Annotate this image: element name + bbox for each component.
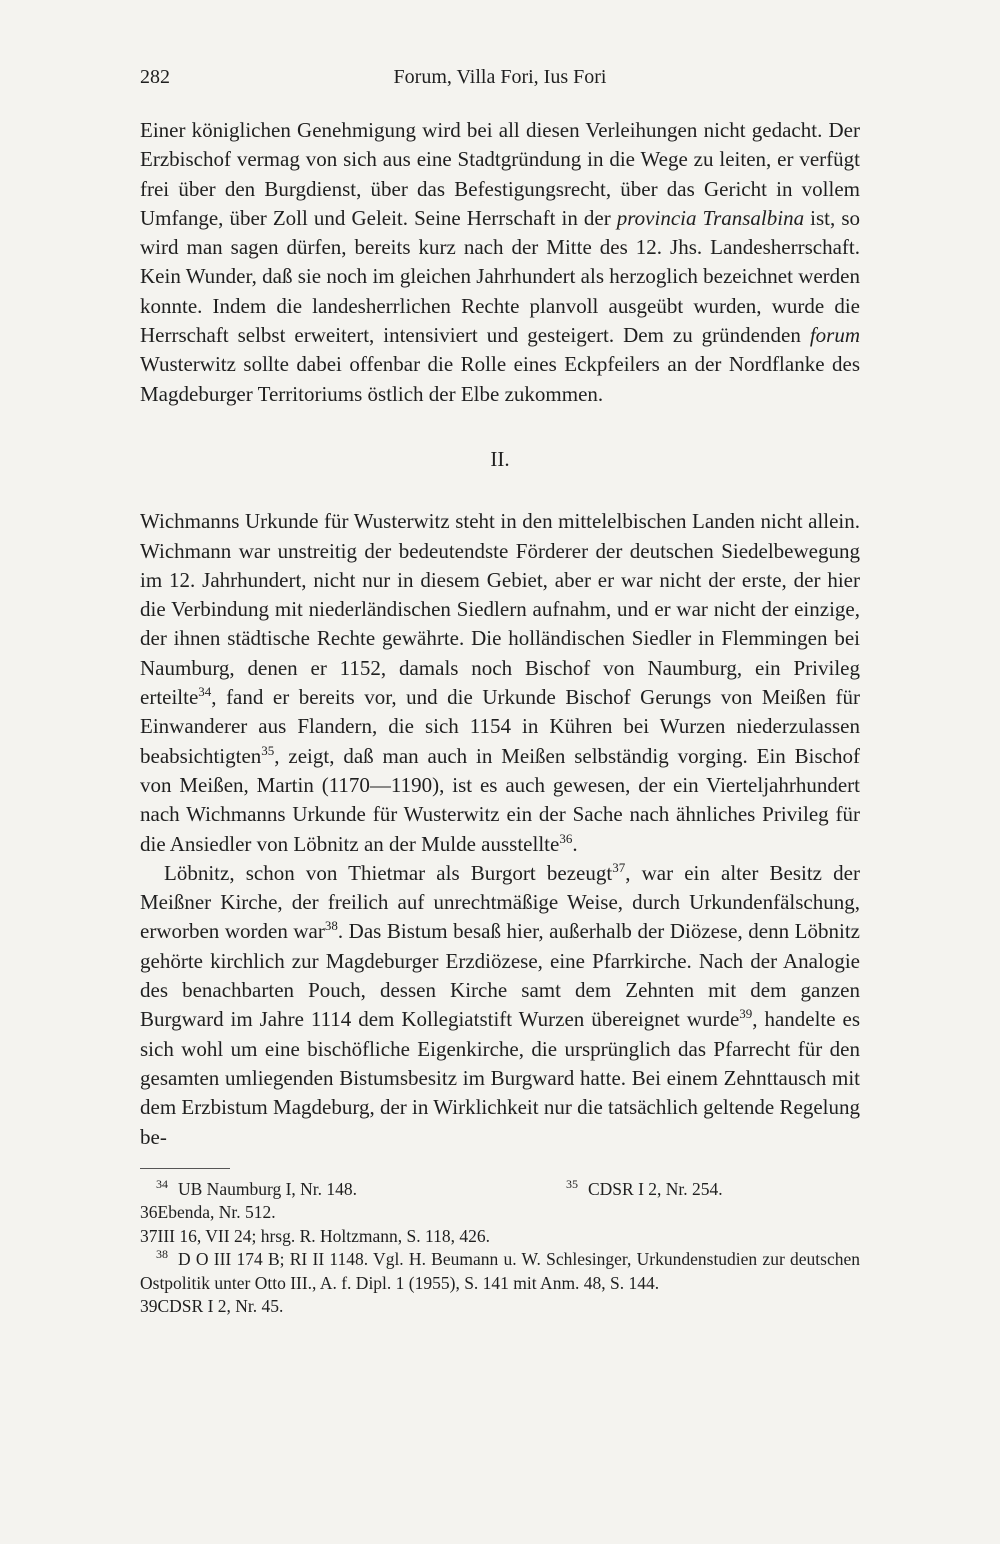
footnote-number: 36 (140, 1202, 158, 1223)
footnote-number: 39 (140, 1295, 158, 1316)
footnotes (140, 1178, 860, 1318)
body-text (140, 116, 860, 1152)
paragraph-2-text-c: , zeigt, daß man auch in Meißen selbständig vorging. Ein Bischof von Meißen, Martin (1170—1190), ist es auch gewesen, der ein Vierteljahrhundert nach Wichmanns Urkunde für Wusterwitz ein der Sache nach ähnliches Privileg für die Ansiedler von Löbnitz an der Mulde ausstellte (140, 743, 860, 856)
footnote-38: 38 D O III 174 B; RI II 1148. Vgl. H. Beumann u. W. Schlesinger, Urkundenstudien zur deutschen Ostpolitik unter Otto III., A. f. Dipl. 1 (1955), S. 141 mit Anm. 48, S. 144. (140, 1247, 860, 1293)
paragraph-3-text-b: , war ein alter Besitz der Meißner Kirche, der freilich auf unrechtmäßige Weise, durch Urkundenfälschung, erworben worden war (140, 860, 860, 944)
running-title: Forum, Villa Fori, Ius Fori (393, 66, 607, 88)
footnote-36 (140, 1201, 860, 1224)
footnote-number: 37 (140, 1225, 158, 1246)
footnote-text: Ebenda, Nr. 512. (157, 1202, 276, 1223)
paragraph-1 (140, 116, 860, 409)
footnote-text: III 16, VII 24; hrsg. R. Holtzmann, S. 118, 426. (157, 1225, 490, 1246)
footnote-34: 34 UB Naumburg I, Nr. 148. (156, 1177, 358, 1199)
footnote-ref-36: 36 (559, 830, 573, 846)
page-number: 282 (140, 66, 170, 88)
paragraph-3-text-d: , handelte es sich wohl um eine bischöfliche Eigenkirche, die ursprünglich das Pfarrecht für den gesamten umliegenden Bistumsbesitz im Burgward hatte. Bei einem Zehnttausch mit dem Erzbistum Magdeburg, der in Wirklichkeit nur die tatsächlich geltende Regelung be- (140, 1007, 860, 1149)
paragraph-1-text-b: ist, so wird man sagen dürfen, bereits kurz nach der Mitte des 12. Jhs. Landesherrschaft. Kein Wunder, daß sie noch im gleichen Jahrhundert als herzoglich bezeichnet werden konnte. Indem die landesherrlichen Rechte planvoll ausgeübt wurden, wurde die Herrschaft selbst erweitert, intensiviert und gesteigert. Dem zu gründenden (140, 205, 860, 348)
paragraph-2-text-d: . (572, 831, 578, 856)
footnote-ref-34: 34 (198, 684, 212, 700)
footnote-text: D O III 174 B; RI II 1148. Vgl. H. Beumann u. W. Schlesinger, Urkundenstudien zur deutschen Ostpolitik unter Otto III., A. f. Dipl. 1 (1955), S. 141 mit Anm. 48, S. 144. (140, 1249, 860, 1293)
paragraph-3-text-a: Löbnitz, schon von Thietmar als Burgort bezeugt (164, 860, 613, 885)
paragraph-2-text-b: , fand er bereits vor, und die Urkunde Bischof Gerungs von Meißen für Einwanderer aus Flandern, die sich 1154 in Kühren bei Wurzen niederzulassen beabsichtigten (140, 685, 860, 768)
paragraph-1-text-a: Einer königlichen Genehmigung wird bei all diesen Verleihungen nicht gedacht. Der Erzbischof vermag von sich aus eine Stadtgründung in die Wege zu leiten, er verfügt frei über den Burgdienst, über das Befestigungsrecht, über das Gericht in vollem Umfange, über Zoll und Geleit. Seine Herrschaft in der (140, 118, 860, 230)
section-heading: II. (490, 446, 510, 471)
footnote-text: CDSR I 2, Nr. 45. (157, 1295, 284, 1316)
page-header (140, 66, 860, 96)
footnote-39 (140, 1295, 860, 1318)
paragraph-1-italic-b: forum (809, 323, 860, 348)
footnote-37 (140, 1225, 860, 1248)
footnote-ref-35: 35 (261, 742, 275, 758)
paragraph-2 (140, 507, 860, 859)
paragraph-1-italic-a: provincia Transalbina (616, 205, 805, 230)
footnote-ref-38: 38 (324, 918, 338, 934)
footnote-text: UB Naumburg I, Nr. 148. (178, 1179, 358, 1199)
footnote-ref-39: 39 (739, 1006, 753, 1022)
footnote-35: 35 CDSR I 2, Nr. 254. (566, 1177, 723, 1199)
paragraph-3-text-c: . Das Bistum besaß hier, außerhalb der Diözese, denn Löbnitz gehörte kirchlich zur Magdeburger Erzdiözese, eine Pfarrkirche. Nach der Analogie des benachbarten Pouch, dessen Kirche samt dem Zehnten mit dem ganzen Burgward im Jahre 1114 dem Kollegiatstift Wurzen übereignet wurde (140, 919, 860, 1032)
paragraph-2-text-a: Wichmanns Urkunde für Wusterwitz steht in den mittelelbischen Landen nicht allein. Wichmann war unstreitig der bedeutendste Förderer der deutschen Siedelbewegung im 12. Jahrhundert, nicht nur in diesem Gebiet, aber er war nicht der erste, der hier die Verbindung mit niederländischen Siedlern aufnahm, und er war nicht der einzige, der ihnen städtische Rechte gewährte. Die holländischen Siedler in Flemmingen bei Naumburg, denen er 1152, damals noch Bischof von Naumburg, ein Privileg erteilte (140, 509, 860, 710)
footnote-text: CDSR I 2, Nr. 254. (588, 1179, 723, 1199)
paragraph-1-text-c: Wusterwitz sollte dabei offenbar die Rolle eines Eckpfeilers an der Nordflanke des Magdeburger Territoriums östlich der Elbe zukommen. (140, 352, 860, 406)
paragraph-3 (140, 859, 860, 1152)
footnote-ref-37: 37 (612, 859, 626, 875)
footnote-row-34-35 (140, 1178, 860, 1201)
footnote-divider (140, 1168, 230, 1169)
